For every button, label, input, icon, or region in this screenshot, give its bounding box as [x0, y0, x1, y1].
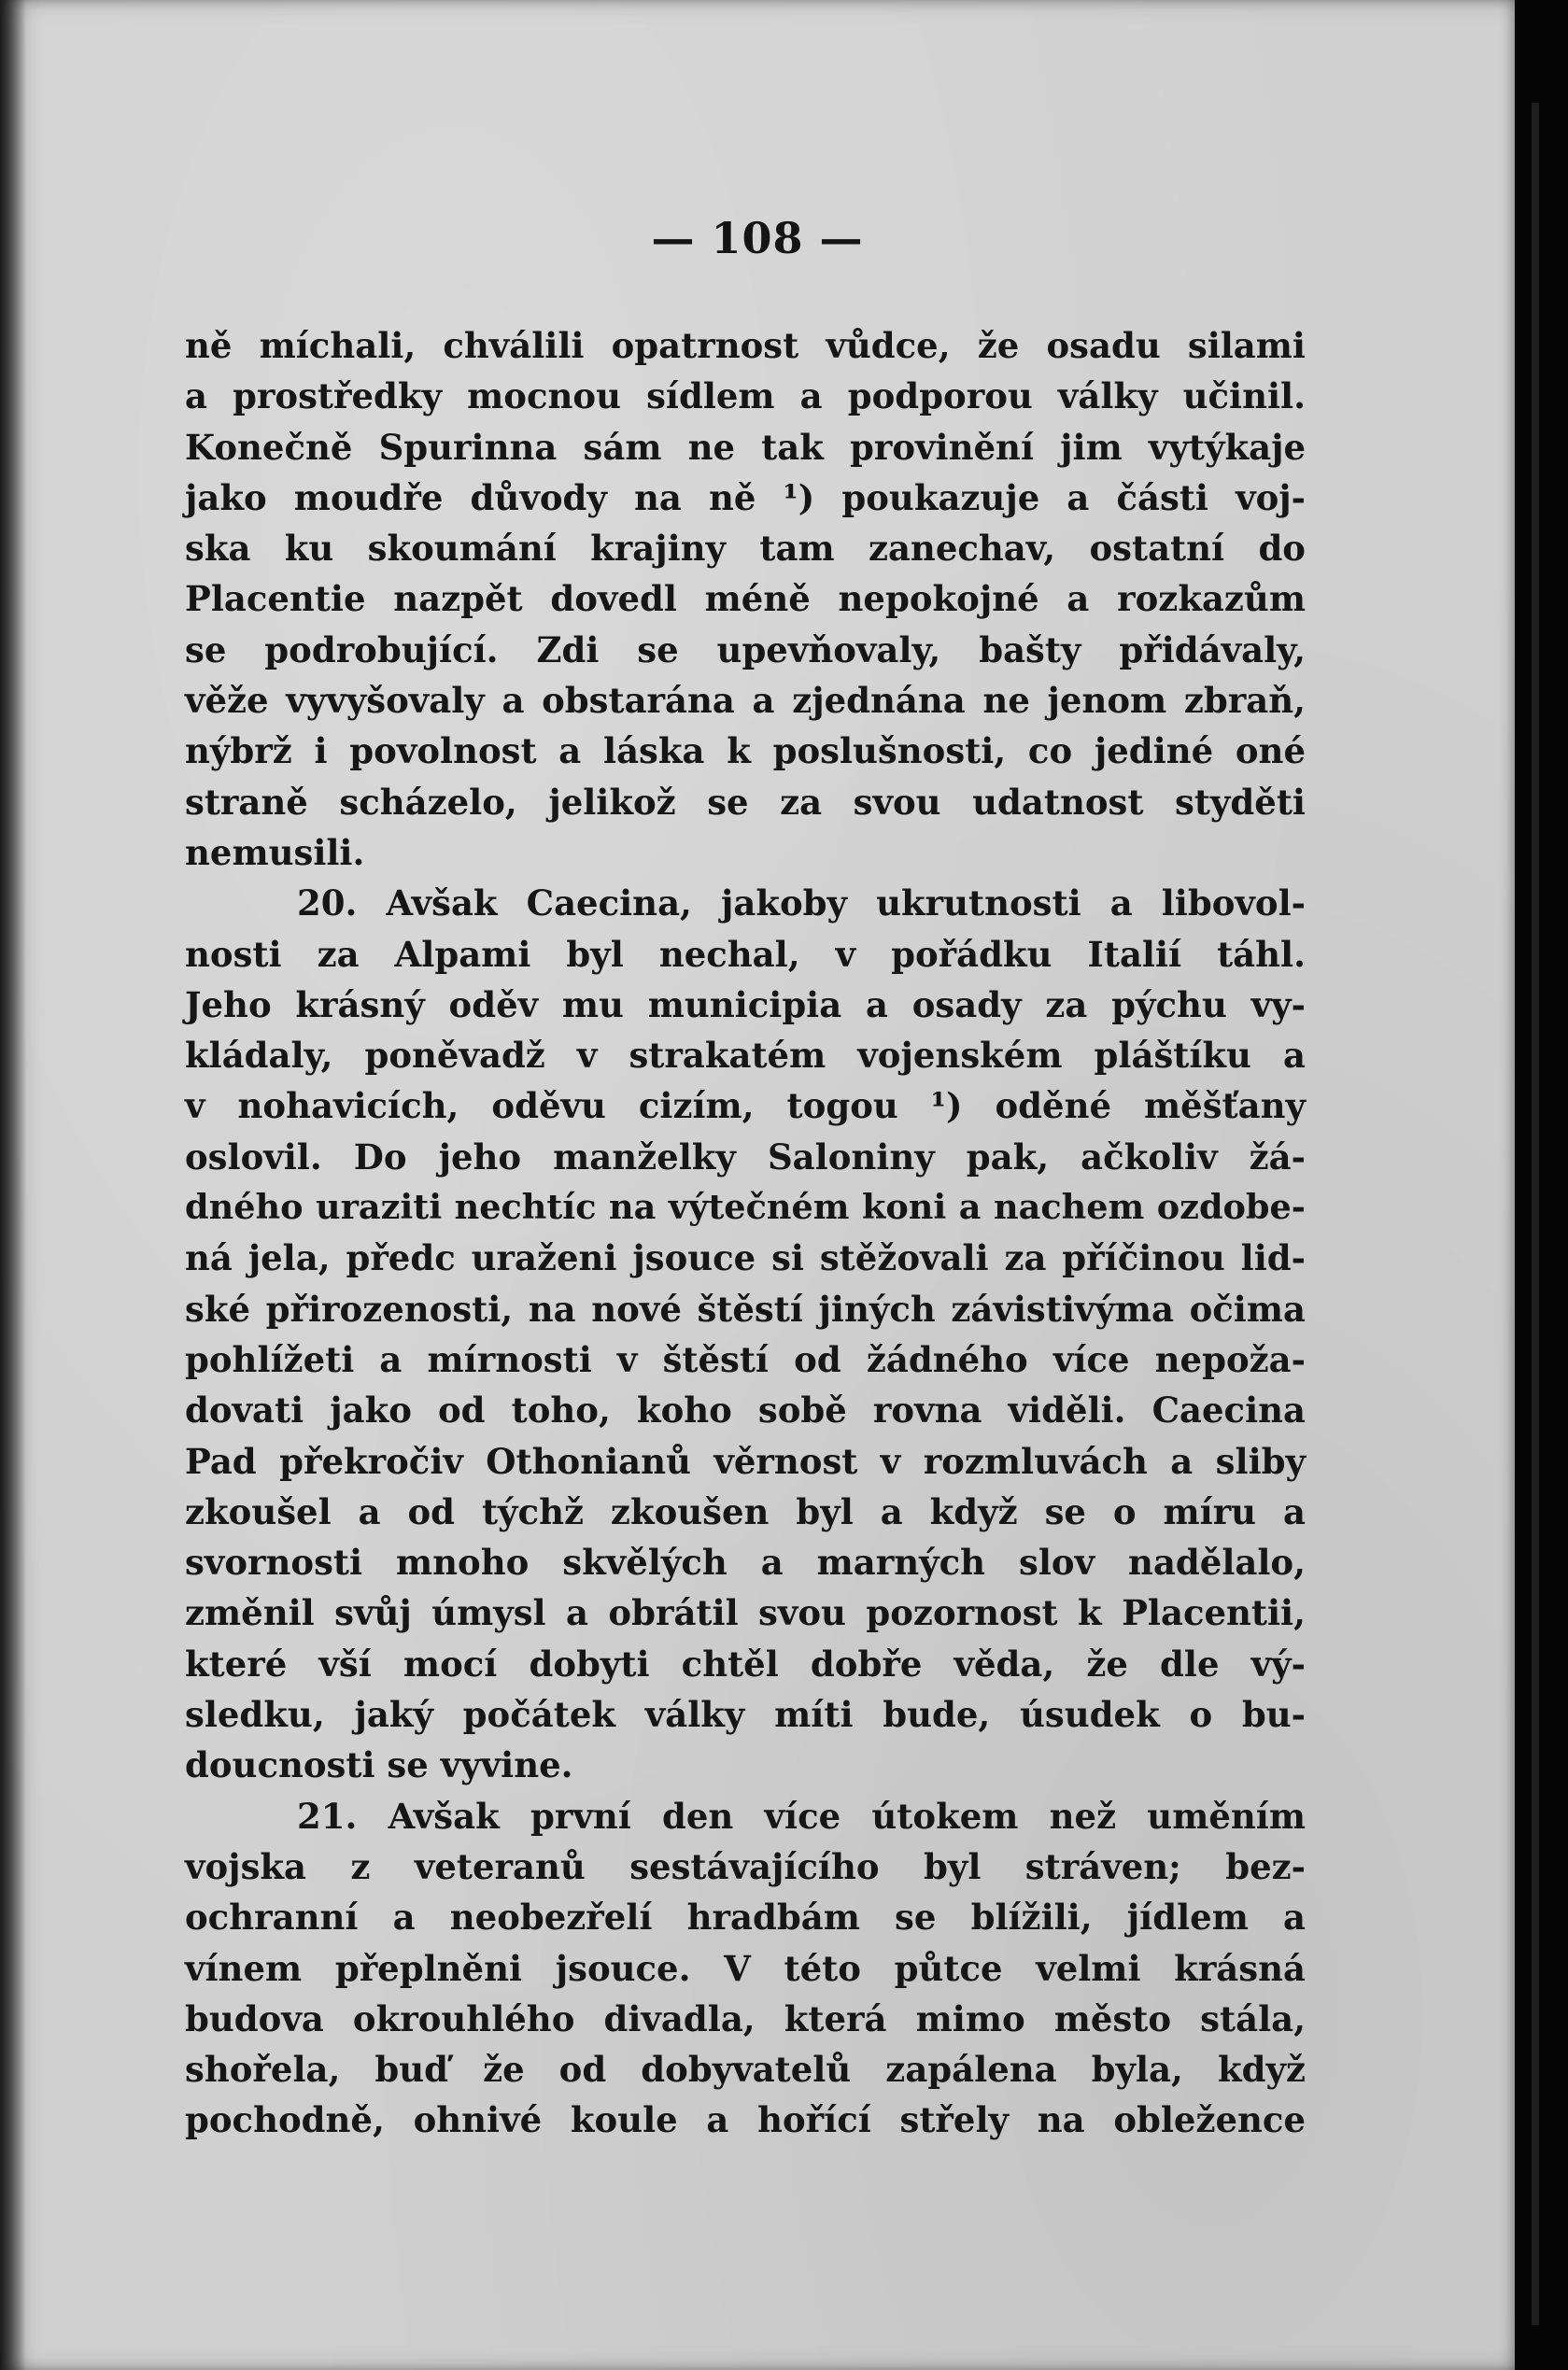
text-line: dovati jako od toho, koho sobě rovna viděli. Caecina	[185, 1390, 1306, 1432]
text-line: které vší mocí dobyti chtěl dobře věda, že dle vý-	[185, 1643, 1306, 1685]
text-line: pohlížeti a mírnosti v štěstí od žádného více nepoža-	[185, 1338, 1306, 1380]
text-line: kládaly, poněvadž v strakatém vojenském pláštíku a	[185, 1035, 1306, 1077]
text-line: Pad překročiv Othonianů věrnost v rozmluvách a sliby	[185, 1440, 1306, 1482]
text-line: věže vyvyšovaly a obstarána a zjednána ne jenom zbraň,	[185, 680, 1306, 722]
text-line: dného uraziti nechtíc na výtečném koni a nachem ozdobe-	[185, 1187, 1306, 1228]
text-line: nemusili.	[185, 831, 365, 873]
text-line: ochranní a neobezřelí hradbám se blížili, jídlem a	[185, 1897, 1306, 1939]
text-line: jako moudře důvody na ně ¹) poukazuje a části voj-	[185, 476, 1306, 518]
text-line: sledku, jaký počátek války míti bude, úsudek o bu-	[185, 1694, 1306, 1736]
text-line: a prostředky mocnou sídlem a podporou války učinil.	[185, 375, 1306, 417]
text-line: ná jela, předc uraženi jsouce si stěžovali za příčinou lid-	[185, 1237, 1306, 1279]
text-line: nýbrž i povolnost a láska k poslušnosti, co jediné oné	[185, 730, 1306, 772]
text-line: vínem přeplněni jsouce. V této půtce velmi krásná	[185, 1947, 1306, 1989]
text-line: 20. Avšak Caecina, jakoby ukrutnosti a libovol-	[297, 882, 1306, 924]
text-line: budova okrouhlého divadla, která mimo město stála,	[185, 1997, 1306, 2039]
text-line: svornosti mnoho skvělých a marných slov nadělalo,	[185, 1542, 1306, 1584]
text-line: zkoušel a od týchž zkoušen byl a když se o míru a	[185, 1490, 1306, 1532]
page-number-header: — 108 —	[651, 213, 864, 263]
text-line: Jeho krásný oděv mu municipia a osady za pýchu vy-	[185, 983, 1306, 1025]
text-line: v nohavicích, oděvu cizím, togou ¹) oděné měšťany	[185, 1085, 1306, 1127]
text-line: pochodně, ohnivé koule a hořící střely na obležence	[185, 2099, 1306, 2141]
text-line: změnil svůj úmysl a obrátil svou pozornost k Placentii,	[185, 1592, 1306, 1634]
body-text	[185, 320, 1306, 2146]
text-line: Konečně Spurinna sám ne tak provinění jim vytýkaje	[185, 426, 1306, 468]
text-line: oslovil. Do jeho manželky Saloniny pak, ačkoliv žá-	[185, 1136, 1306, 1178]
text-line: se podrobující. Zdi se upevňovaly, bašty přidávaly,	[185, 628, 1306, 670]
text-line: straně scházelo, jelikož se za svou udatnost styděti	[185, 781, 1306, 823]
text-line: 21. Avšak první den více útokem než uměním	[297, 1795, 1306, 1837]
text-line: Placentie nazpět dovedl méně nepokojné a rozkazům	[185, 578, 1306, 620]
text-line: doucnosti se vyvine.	[185, 1744, 573, 1786]
text-line: ské přirozenosti, na nové štěstí jiných závistivýma očima	[185, 1288, 1306, 1330]
gutter-shadow	[0, 0, 26, 2370]
text-line: nosti za Alpami byl nechal, v pořádku Italií táhl.	[185, 933, 1306, 975]
text-line: shořela, buď že od dobyvatelů zapálena byla, když	[185, 2049, 1306, 2091]
text-line: ska ku skoumání krajiny tam zanechav, ostatní do	[185, 528, 1306, 570]
binding-edge	[1515, 0, 1568, 2370]
text-line: vojska z veteranů sestávajícího byl stráven; bez-	[185, 1845, 1306, 1887]
text-line: ně míchali, chválili opatrnost vůdce, že osadu silami	[185, 325, 1306, 366]
binding-spine-line	[1532, 103, 1539, 2325]
